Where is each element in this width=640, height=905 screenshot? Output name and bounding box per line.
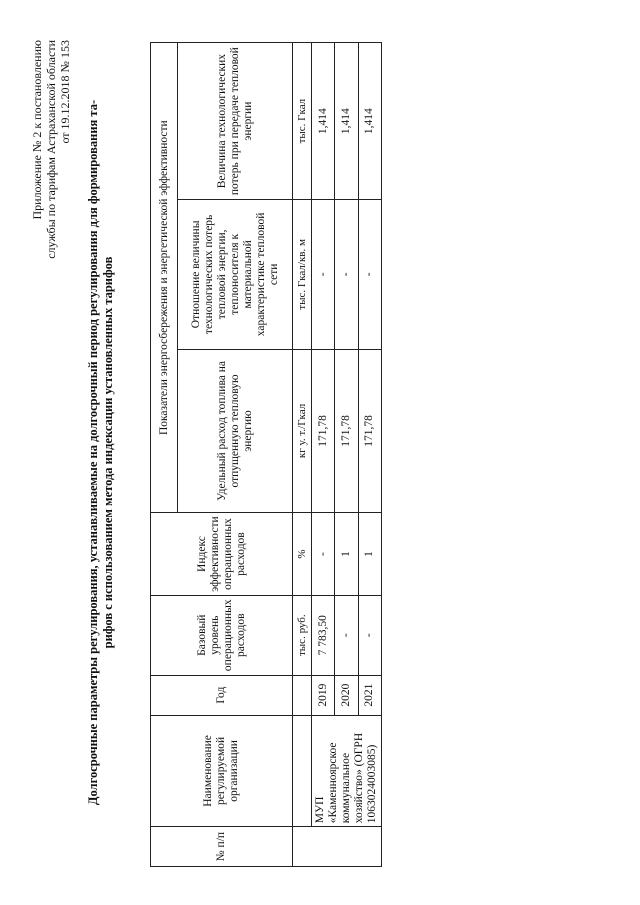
appendix-line-2: службы по тарифам Астраханской области	[44, 40, 58, 259]
num-cell	[293, 827, 382, 867]
units-row	[293, 43, 312, 867]
row-index: -	[312, 513, 335, 595]
row-index: 1	[335, 513, 358, 595]
appendix-block	[30, 40, 72, 259]
header-group: Показатели энергосбережения и энергетической эффективности	[151, 43, 178, 513]
header-ratio: Отношение величины технологических потерь тепловой энергии, теплоносителя к материальной характеристике тепловой сети	[178, 200, 293, 349]
row-base-level: 7 783,50	[312, 595, 335, 675]
header-base-level: Базовый уровень операционных расходов	[151, 595, 293, 675]
row-base-level: -	[358, 595, 381, 675]
row-losses: 1,414	[358, 43, 381, 200]
parameters-table	[150, 42, 382, 867]
row-fuel: 171,78	[335, 349, 358, 513]
unit-losses: тыс. Гкал	[293, 43, 312, 200]
document-title	[86, 40, 116, 865]
row-ratio: -	[358, 200, 381, 349]
header-index: Индекс эффективности операционных расходов	[151, 513, 293, 595]
unit-fuel: кг у. т./Гкал	[293, 349, 312, 513]
header-org: Наименование регулируемой организации	[151, 715, 293, 827]
appendix-line-3: от 19.12.2018 № 153	[58, 40, 72, 144]
row-base-level: -	[335, 595, 358, 675]
header-num: № п/п	[151, 827, 293, 867]
header-row-1	[151, 43, 178, 867]
table-row	[312, 43, 335, 867]
unit-ratio: тыс. Гкал/кв. м	[293, 200, 312, 349]
row-year: 2019	[312, 675, 335, 715]
title-line-1: Долгосрочные параметры регулирования, устанавливаемые на долгосрочный период регулирования для формирования та-	[86, 99, 100, 806]
header-year: Год	[151, 675, 293, 715]
appendix-line-1: Приложение № 2 к постановлению	[30, 40, 44, 220]
row-fuel: 171,78	[312, 349, 335, 513]
row-ratio: -	[335, 200, 358, 349]
row-year: 2021	[358, 675, 381, 715]
unit-index: %	[293, 513, 312, 595]
org-unit-cell	[293, 715, 312, 827]
row-losses: 1,414	[335, 43, 358, 200]
row-fuel: 171,78	[358, 349, 381, 513]
row-losses: 1,414	[312, 43, 335, 200]
header-losses: Величина технологических потерь при передаче тепловой энергии	[178, 43, 293, 200]
organization-name: МУП «Каменноярское коммунальное хозяйство» (ОГРН 1063024003085)	[312, 715, 382, 827]
unit-base-level: тыс. руб.	[293, 595, 312, 675]
row-year: 2020	[335, 675, 358, 715]
title-line-2: рифов с использованием метода индексации установленных тарифов	[101, 256, 115, 649]
year-unit-cell	[293, 675, 312, 715]
row-ratio: -	[312, 200, 335, 349]
header-fuel: Удельный расход топлива на отпущенную тепловую энергию	[178, 349, 293, 513]
row-index: 1	[358, 513, 381, 595]
